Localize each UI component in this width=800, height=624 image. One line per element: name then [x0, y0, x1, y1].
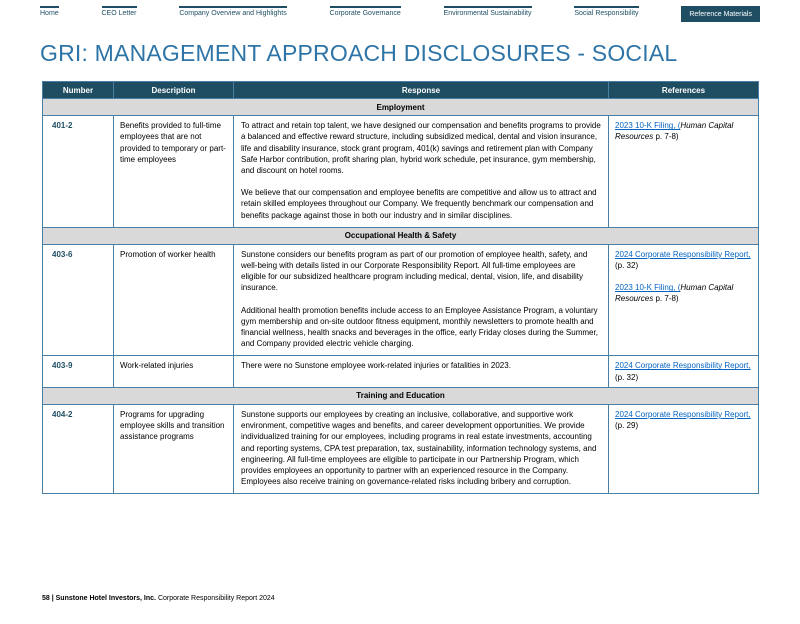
reference-text: (p. 32) [615, 372, 639, 382]
nav-item-home[interactable]: Home [40, 6, 59, 17]
reference-link[interactable]: 2024 Corporate Responsibility Report, [615, 409, 751, 419]
response-paragraph: Sunstone supports our employees by creating an inclusive, collaborative, and supportive work environment, competitive wages and benefits, and career development opportunities. We provide individualized training for our employees, including programs in real estate investments, accounting and reporting systems, CPA test preparation, tax, sustainability, information technology systems, and engineering. All full-time employees are eligible to participate in our Partnership Program, which provides employees an opportunity to partner with an experienced resource in the Company. Employees also receive training on governance-related risks including bribery and corruption. [241, 409, 597, 487]
section-title: Training and Education [43, 387, 759, 404]
section-row [43, 99, 759, 116]
disclosure-description: Promotion of worker health [114, 244, 234, 356]
reference-link[interactable]: 2023 10-K Filing, ( [615, 283, 681, 293]
disclosure-references [609, 404, 759, 493]
reference-text: (p. 29) [615, 421, 639, 431]
footer-page-label: 58 | Sunstone Hotel Investors, Inc. [42, 595, 156, 602]
footer-report-label: Corporate Responsibility Report 2024 [156, 595, 275, 602]
reference-text: p. 7-8) [653, 294, 679, 304]
column-header-response: Response [234, 82, 609, 99]
response-paragraph: To attract and retain top talent, we have designed our compensation and benefits programs to provide a balanced and effective reward structure, including subsidized medical, dental and vision insurance, life and disability insurance, stock grant program, 401(k) savings and retirement plan with Company Safe Harbor contribution, profit sharing plan, hybrid work schedule, pet insurance, gym membership, and discount on hotel rooms. [241, 121, 601, 175]
disclosure-number: 401-2 [43, 116, 114, 228]
reference-item [615, 409, 752, 431]
section-row [43, 387, 759, 404]
reference-text: (p. 32) [615, 261, 639, 271]
disclosure-description: Work-related injuries [114, 356, 234, 387]
disclosure-response [234, 116, 609, 228]
response-paragraph: There were no Sunstone employee work-related injuries or fatalities in 2023. [241, 361, 511, 371]
column-header-description: Description [114, 82, 234, 99]
page-title: GRI: MANAGEMENT APPROACH DISCLOSURES - SOCIAL [40, 40, 678, 66]
reference-text: Human Capital Resources [615, 121, 734, 142]
disclosure-number: 403-6 [43, 244, 114, 356]
disclosure-response [234, 244, 609, 356]
table-row [43, 404, 759, 493]
section-row [43, 227, 759, 244]
section-title: Occupational Health & Safety [43, 227, 759, 244]
disclosure-response [234, 404, 609, 493]
section-title: Employment [43, 99, 759, 116]
disclosure-references [609, 356, 759, 387]
disclosure-response [234, 356, 609, 387]
table-row [43, 116, 759, 228]
reference-link[interactable]: 2024 Corporate Responsibility Report, [615, 249, 751, 259]
reference-text: p. 7-8) [653, 132, 679, 142]
response-paragraph: We believe that our compensation and employee benefits are competitive and allow us to attract and retain skilled employees throughout our Company. We frequently benchmark our compensation and benefits package against those in both our industry and in similar disciplines. [241, 188, 597, 220]
disclosure-number: 404-2 [43, 404, 114, 493]
column-header-number: Number [43, 82, 114, 99]
reference-item [615, 249, 752, 271]
nav-item-corporate-governance[interactable]: Corporate Governance [330, 6, 401, 17]
nav-item-environmental-sustainability[interactable]: Environmental Sustainability [444, 6, 532, 17]
disclosure-description: Programs for upgrading employee skills and transition assistance programs [114, 404, 234, 493]
top-nav [40, 6, 760, 22]
table-row [43, 356, 759, 387]
nav-item-social-responsibility[interactable]: Social Responsibility [574, 6, 638, 17]
reference-item [615, 360, 752, 382]
nav-item-company-overview-and-highlights[interactable]: Company Overview and Highlights [179, 6, 286, 17]
column-header-references: References [609, 82, 759, 99]
nav-item-reference-materials[interactable]: Reference Materials [681, 6, 760, 22]
response-paragraph: Sunstone considers our benefits program as part of our promotion of employee health, safety, and well-being with details listed in our Corporate Responsibility Report. All full-time employees are eligible for our subsidized healthcare program including medical, dental, vision, life, and disability insurance. [241, 249, 588, 293]
reference-item [615, 120, 752, 142]
disclosure-references [609, 244, 759, 356]
reference-text: Human Capital Resources [615, 283, 734, 304]
gri-disclosures-table [42, 81, 759, 494]
disclosure-references [609, 116, 759, 228]
table-body [43, 99, 759, 494]
table-row [43, 244, 759, 356]
reference-link[interactable]: 2023 10-K Filing, ( [615, 121, 681, 131]
table-header-row [43, 82, 759, 99]
reference-link[interactable]: 2024 Corporate Responsibility Report, [615, 361, 751, 371]
page-footer [42, 595, 275, 602]
response-paragraph: Additional health promotion benefits include access to an Employee Assistance Program, a voluntary gym membership and on-site outdoor fitness equipment, monthly newsletters to promote health and financial wellness, health snacks and beverages in the office, early Friday closes during the Summer, and Company provided electric vehicle charging. [241, 305, 598, 349]
nav-item-ceo-letter[interactable]: CEO Letter [102, 6, 137, 17]
disclosure-description: Benefits provided to full-time employees that are not provided to temporary or part-time employees [114, 116, 234, 228]
reference-item [615, 282, 752, 304]
disclosure-number: 403-9 [43, 356, 114, 387]
